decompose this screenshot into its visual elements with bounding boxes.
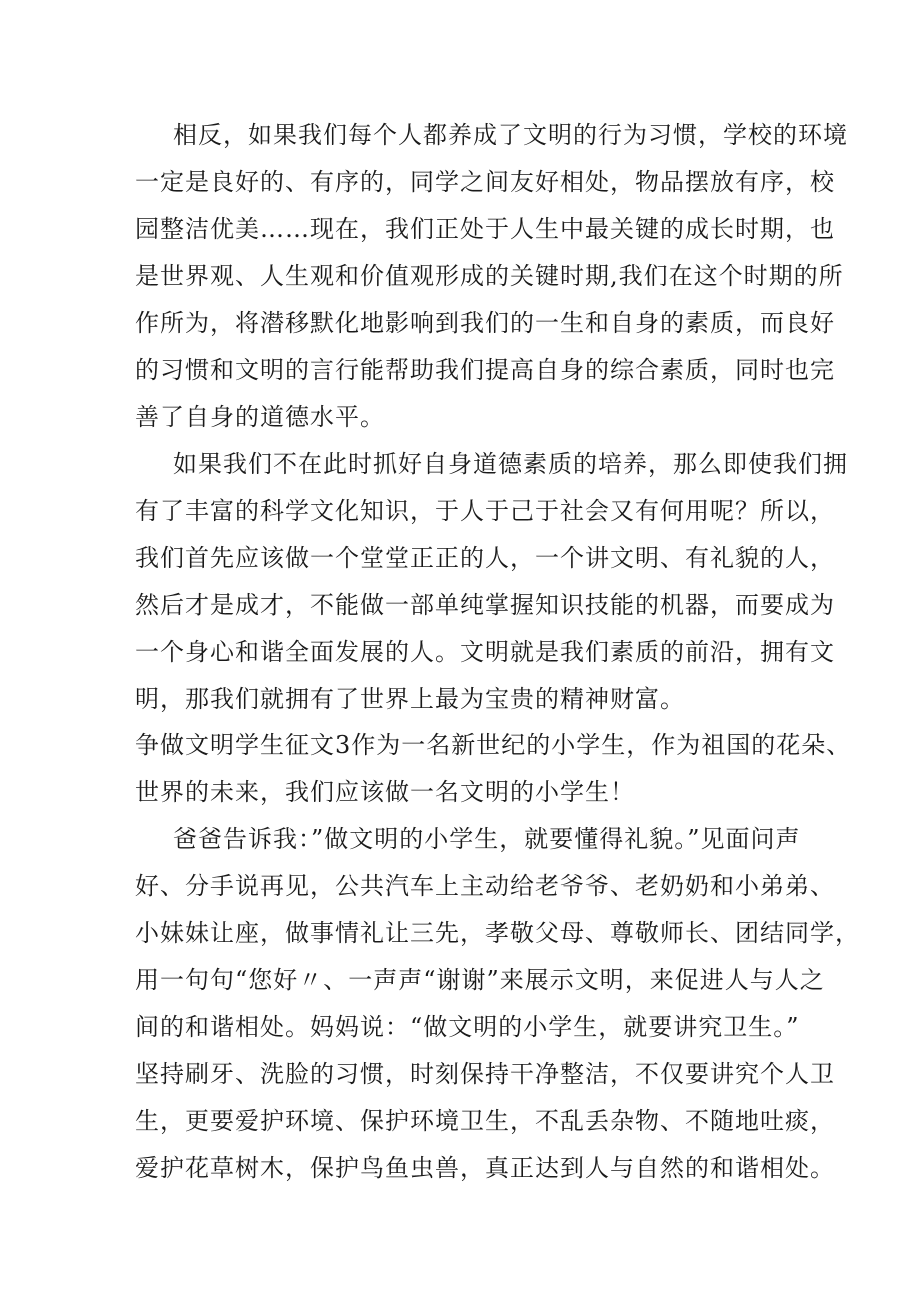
text-line: 用一句句“您好〃、一声声“谢谢”来展示文明，来促进人与人之 (135, 966, 825, 994)
text-line: 小妹妹让座，做事情礼让三先，孝敬父母、尊敬师长、团结同学， (135, 919, 860, 947)
text-line: 作所为，将潜移默化地影响到我们的一生和自身的素质，而良好 (135, 309, 835, 337)
text-line: 爱护花草树木，保护鸟鱼虫兽，真正达到人与自然的和谐相处。 (135, 1154, 835, 1182)
text-line: 争做文明学生征文3作为一名新世纪的小学生，作为祖国的花朵、 (135, 731, 852, 759)
text-line: 相反，如果我们每个人都养成了文明的行为习惯，学校的环境 (173, 121, 848, 149)
text-line: 好、分手说再见，公共汽车上主动给老爷爷、老奶奶和小弟弟、 (135, 872, 835, 900)
text-line: 世界的未来，我们应该做一名文明的小学生！ (135, 778, 635, 806)
text-line: 善了自身的道德水平。 (135, 403, 385, 431)
text-line: 间的和谐相处。妈妈说：“做文明的小学生，就要讲究卫生。” (135, 1013, 800, 1041)
text-line: 爸爸告诉我：”做文明的小学生，就要懂得礼貌。”见面问声 (173, 825, 801, 853)
text-line: 一个身心和谐全面发展的人。文明就是我们素质的前沿，拥有文 (135, 638, 835, 666)
text-line: 然后才是成才，不能做一部单纯掌握知识技能的机器，而要成为 (135, 591, 835, 619)
text-line: 生，更要爱护环境、保护环境卫生，不乱丢杂物、不随地吐痰， (135, 1107, 835, 1135)
text-line: 一定是良好的、有序的，同学之间友好相处，物品摆放有序，校 (135, 168, 835, 196)
text-line: 坚持刷牙、洗脸的习惯，时刻保持干净整洁，不仅要讲究个人卫 (135, 1060, 835, 1088)
text-line: 明，那我们就拥有了世界上最为宝贵的精神财富。 (135, 685, 685, 713)
text-line: 是世界观、人生观和价值观形成的关键时期,我们在这个时期的所 (135, 262, 844, 290)
text-line: 园整洁优美……现在，我们正处于人生中最关键的成长时期，也 (135, 215, 835, 243)
text-line: 我们首先应该做一个堂堂正正的人，一个讲文明、有礼貌的人， (135, 544, 835, 572)
text-line: 的习惯和文明的言行能帮助我们提高自身的综合素质，同时也完 (135, 356, 835, 384)
text-line: 如果我们不在此时抓好自身道德素质的培养，那么即使我们拥 (173, 450, 848, 478)
text-line: 有了丰富的科学文化知识，于人于己于社会又有何用呢？所以， (135, 497, 835, 525)
